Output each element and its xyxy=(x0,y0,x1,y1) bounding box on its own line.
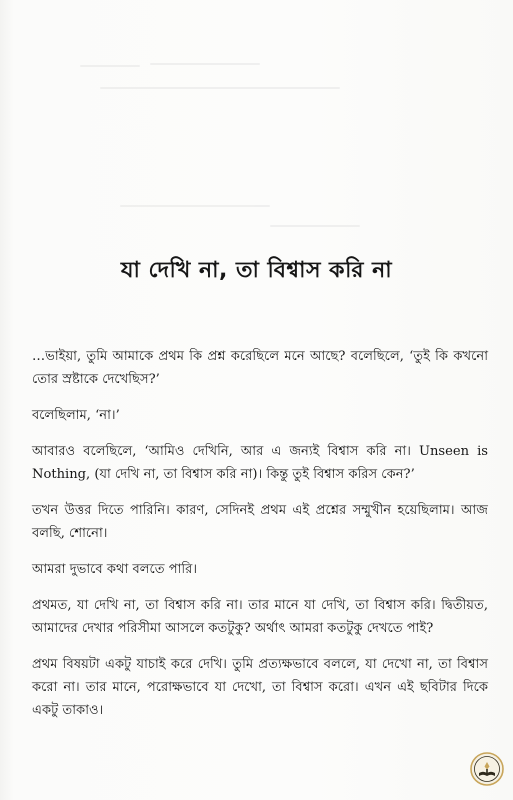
chapter-body xyxy=(32,345,488,735)
bleed-through-text xyxy=(60,55,390,245)
paragraph: প্রথম বিষয়টা একটু যাচাই করে দেখি। তুমি প্রত্যক্ষভাবে বললে, যা দেখো না, তা বিশ্বাস করো না। তার মানে, পরোক্ষভাবে যা দেখো, তা বিশ্বাস করো। এখন এই ছবিটার দিকে একটু তাকাও। xyxy=(32,657,488,718)
paragraph: আবারও বলেছিলে, ‘আমিও দেখিনি, আর এ জন্যই বিশ্বাস করি না। Unseen is Nothing, (যা দেখি না, তা বিশ্বাস করি না)। কিন্তু তুই বিশ্বাস করিস কেন?’ xyxy=(32,444,488,482)
paragraph: বলেছিলাম, ‘না।’ xyxy=(32,408,120,423)
paragraph: প্রথমত, যা দেখি না, তা বিশ্বাস করি না। তার মানে যা দেখি, তা বিশ্বাস করি। দ্বিতীয়ত, আমাদের দেখার পরিসীমা আসলে কতটুকু? অর্থাৎ আমরা কতটুকু দেখতে পাই? xyxy=(32,598,488,636)
chapter-title: যা দেখি না, তা বিশ্বাস করি না xyxy=(120,258,393,283)
paragraph: আমরা দুভাবে কথা বলতে পারি। xyxy=(32,562,198,577)
book-lamp-seal-icon xyxy=(470,752,504,786)
paragraph: তখন উত্তর দিতে পারিনি। কারণ, সেদিনই প্রথম এই প্রশ্নের সম্মুখীন হয়েছিলাম। আজ বলছি, শোনো। xyxy=(32,503,488,541)
paragraph: …ভাইয়া, তুমি আমাকে প্রথম কি প্রশ্ন করেছিলে মনে আছে? বলেছিলে, ‘তুই কি কখনো তোর স্রষ্টাকে দেখেছিস?’ xyxy=(32,349,488,387)
